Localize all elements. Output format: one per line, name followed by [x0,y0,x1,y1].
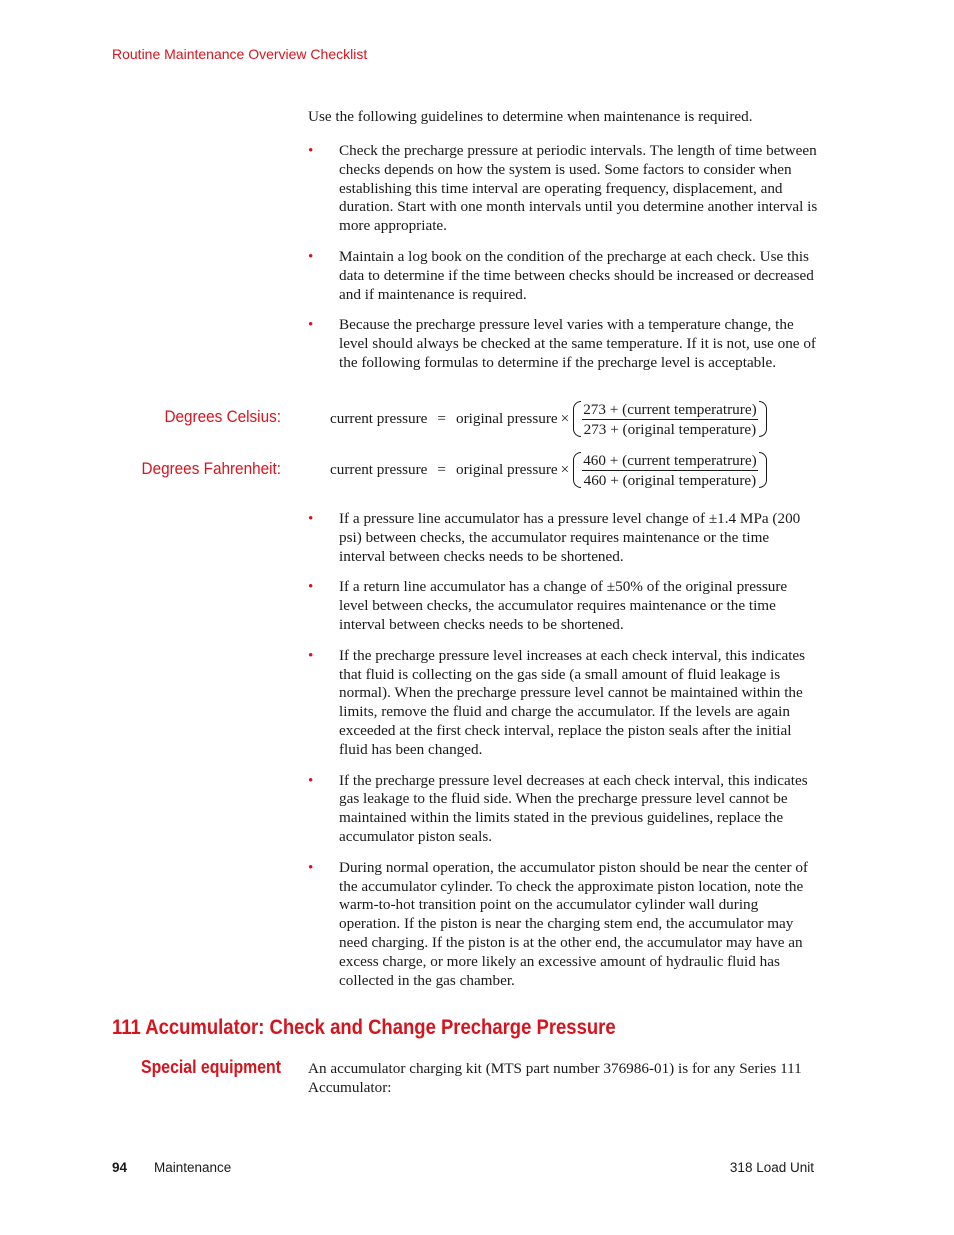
formula-lhs: current pressure [330,461,428,478]
bullet-icon: • [308,510,314,527]
fahrenheit-formula [330,450,767,490]
formula-equals: = [437,410,446,427]
celsius-formula [330,399,767,439]
guideline-list-top [308,142,818,373]
formula-fraction [573,452,766,489]
list-item: • If the precharge pressure level decreases at each check interval, this indicates gas leakage to the fluid side. When the precharge pressure level cannot be maintained within the limits stated in the previous guidelines, replace the accumulator piston seals. [308,771,808,845]
guideline-list-bottom [308,510,818,990]
multiply-icon: × [560,410,570,427]
list-item: • If the precharge pressure level increases at each check interval, this indicates that fluid is collecting on the gas side (a small amount of fluid leakage is normal). When the precharge pressure level cannot be maintained within the limits, remove the fluid and charge the accumulator. If the levels are again exceeded at the first check interval, replace the piston seals after the initial fluid has been changed. [308,646,806,758]
page-number: 94 [112,1160,128,1175]
section-heading: 111 Accumulator: Check and Change Precharge Pressure [112,1016,616,1039]
celsius-label: Degrees Celsius: [164,407,281,426]
formula-equals: = [437,461,446,478]
list-item: • If a return line accumulator has a change of ±50% of the original pressure level between checks, the accumulator requires maintenance or the time interval between checks needs to be shortened. [308,578,788,633]
list-item: • Because the precharge pressure level varies with a temperature change, the level should always be checked at the same temperature. If it is not, use one of the following formulas to determine if the precharge level is acceptable. [308,316,816,371]
bullet-icon: • [308,646,314,664]
bullet-icon: • [308,316,314,334]
multiply-icon: × [560,461,570,478]
fahrenheit-label: Degrees Fahrenheit: [141,459,281,478]
right-paren-icon [759,401,767,437]
footer-section-name: Maintenance [154,1160,232,1175]
bullet-icon: • [308,142,314,159]
special-equipment-heading: Special equipment [141,1057,281,1077]
bullet-icon: • [308,578,314,596]
fraction-numerator: 460 + (current temperatrure) [583,451,757,469]
left-paren-icon [573,401,581,437]
list-item: • Maintain a log book on the condition of the precharge at each check. Use this data to determine if the time between checks should be increased or decreased and if maintenance is required. [308,247,814,303]
formula-rhs: original pressure [455,461,558,478]
formula-fraction [573,401,766,438]
left-paren-icon [573,452,581,488]
bullet-icon: • [308,858,314,876]
formula-rhs: original pressure [455,410,558,427]
fraction-denominator: 460 + (original temperature) [583,471,757,489]
fraction-denominator: 273 + (original temperature) [583,420,757,438]
bullet-icon: • [308,771,314,789]
fraction-numerator: 273 + (current temperatrure) [583,400,757,418]
list-item: • If a pressure line accumulator has a pressure level change of ±1.4 MPa (200 psi) between checks, the accumulator requires maintenance or the time interval between checks needs to be shortened. [308,510,801,565]
bullet-icon: • [308,247,314,265]
formula-lhs: current pressure [330,410,428,427]
list-item: • Check the precharge pressure at periodic intervals. The length of time between checks depends on how the system is used. Some factors to consider when establishing this time interval are operating frequency, displacement, and duration. Start with one month intervals until you determine another interval is more appropriate. [308,142,818,235]
special-equipment-text: An accumulator charging kit (MTS part number 376986-01) is for any Series 111 Accumulator: [308,1060,802,1096]
list-item: • During normal operation, the accumulator piston should be near the center of the accumulator cylinder. To check the approximate piston location, note the warm-to-hot transition point on the accumulator cylinder wall during operation. If the piston is near the charging stem end, the accumulator may need charging. If the piston is at the other end, the accumulator may have an excess charge, or more likely an excessive amount of hydraulic fluid has collected in the gas chamber. [308,858,808,989]
intro-paragraph: Use the following guidelines to determine when maintenance is required. [308,108,753,125]
right-paren-icon [759,452,767,488]
running-header: Routine Maintenance Overview Checklist [112,46,368,62]
footer-product-name: 318 Load Unit [729,1160,814,1175]
